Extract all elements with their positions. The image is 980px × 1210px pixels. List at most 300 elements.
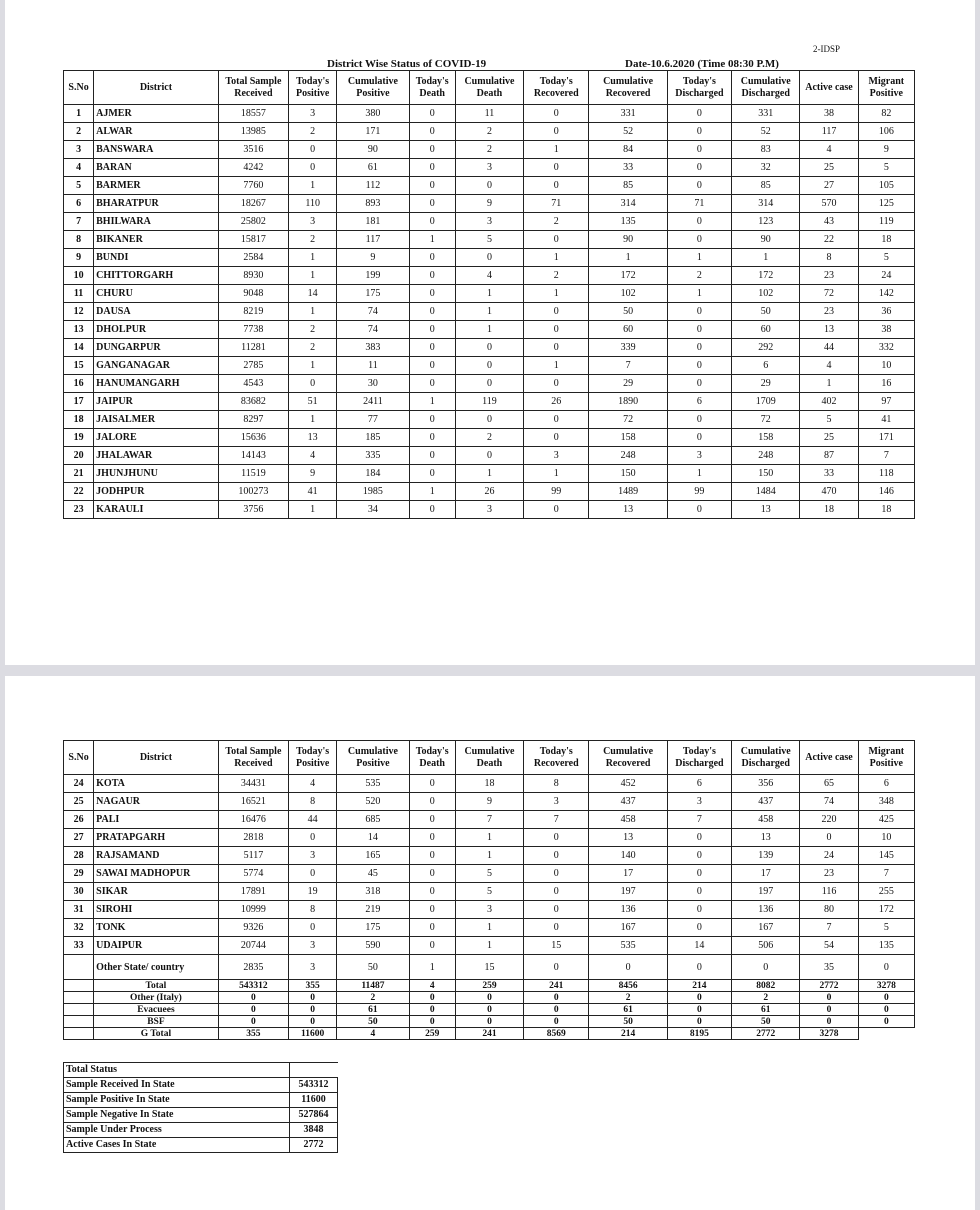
value-cell: 1709 xyxy=(732,393,800,411)
table-row xyxy=(64,429,915,447)
value-cell: 23 xyxy=(800,267,858,285)
value-cell: 355 xyxy=(289,980,337,992)
serial-number-cell: 15 xyxy=(64,357,94,375)
value-cell: 0 xyxy=(409,811,455,829)
value-cell: 0 xyxy=(858,1004,914,1016)
total-label-cell: Other (Italy) xyxy=(94,992,219,1004)
district-name-cell: KARAULI xyxy=(94,501,219,519)
serial-number-cell: 4 xyxy=(64,159,94,177)
district-name-cell: KOTA xyxy=(94,775,219,793)
value-cell: 50 xyxy=(337,955,409,980)
value-cell: 51 xyxy=(289,393,337,411)
table-row xyxy=(64,775,915,793)
value-cell: 0 xyxy=(289,992,337,1004)
value-cell: 0 xyxy=(667,919,731,937)
value-cell: 3 xyxy=(289,847,337,865)
value-cell: 2 xyxy=(455,123,523,141)
table-row xyxy=(64,465,915,483)
value-cell: 458 xyxy=(732,811,800,829)
table-row xyxy=(64,375,915,393)
value-cell: 10999 xyxy=(218,901,288,919)
value-cell: 9 xyxy=(337,249,409,267)
value-cell: 61 xyxy=(732,1004,800,1016)
value-cell: 0 xyxy=(455,375,523,393)
value-cell: 893 xyxy=(337,195,409,213)
value-cell: 17 xyxy=(589,865,667,883)
total-row xyxy=(64,1004,915,1016)
serial-number-cell: 31 xyxy=(64,901,94,919)
value-cell: 146 xyxy=(858,483,914,501)
value-cell: 8569 xyxy=(524,1028,589,1040)
value-cell: 1 xyxy=(455,321,523,339)
value-cell: 100273 xyxy=(218,483,288,501)
value-cell: 90 xyxy=(732,231,800,249)
district-name-cell: PALI xyxy=(94,811,219,829)
status-label: Active Cases In State xyxy=(64,1138,290,1153)
value-cell: 2772 xyxy=(800,980,858,992)
value-cell: 0 xyxy=(409,883,455,901)
column-header: Total Sample Received xyxy=(218,741,288,775)
value-cell: 0 xyxy=(667,357,731,375)
value-cell: 7 xyxy=(667,811,731,829)
value-cell: 13 xyxy=(800,321,858,339)
table-body xyxy=(64,775,915,1040)
value-cell: 6 xyxy=(667,393,731,411)
column-header: Cumulative Positive xyxy=(337,71,409,105)
value-cell: 5 xyxy=(455,883,523,901)
blank-cell xyxy=(64,1004,94,1016)
value-cell: 0 xyxy=(455,1016,523,1028)
value-cell: 52 xyxy=(732,123,800,141)
value-cell: 1489 xyxy=(589,483,667,501)
value-cell: 3 xyxy=(289,937,337,955)
serial-number-cell: 17 xyxy=(64,393,94,411)
district-name-cell: BUNDI xyxy=(94,249,219,267)
value-cell: 425 xyxy=(858,811,914,829)
value-cell: 3 xyxy=(455,213,523,231)
value-cell: 18 xyxy=(858,231,914,249)
value-cell: 13 xyxy=(732,501,800,519)
value-cell: 2835 xyxy=(218,955,288,980)
value-cell: 82 xyxy=(858,105,914,123)
value-cell: 380 xyxy=(337,105,409,123)
value-cell: 61 xyxy=(589,1004,667,1016)
report-page-1 xyxy=(5,0,975,665)
total-label-cell: G Total xyxy=(94,1028,219,1040)
value-cell: 11 xyxy=(455,105,523,123)
value-cell: 17891 xyxy=(218,883,288,901)
value-cell: 0 xyxy=(667,213,731,231)
value-cell: 3 xyxy=(289,213,337,231)
value-cell: 181 xyxy=(337,213,409,231)
value-cell: 0 xyxy=(455,992,523,1004)
value-cell: 259 xyxy=(455,980,523,992)
serial-number-cell: 30 xyxy=(64,883,94,901)
value-cell: 0 xyxy=(409,321,455,339)
value-cell: 3 xyxy=(289,105,337,123)
table-row xyxy=(64,177,915,195)
value-cell: 11600 xyxy=(289,1028,337,1040)
status-value: 3848 xyxy=(290,1123,338,1138)
value-cell: 184 xyxy=(337,465,409,483)
table-header-row xyxy=(64,71,915,105)
value-cell: 0 xyxy=(524,865,589,883)
value-cell: 339 xyxy=(589,339,667,357)
column-header: Migrant Positive xyxy=(858,741,914,775)
value-cell: 119 xyxy=(455,393,523,411)
value-cell: 0 xyxy=(289,919,337,937)
value-cell: 0 xyxy=(524,847,589,865)
value-cell: 0 xyxy=(667,829,731,847)
value-cell: 9 xyxy=(455,195,523,213)
value-cell: 1 xyxy=(409,483,455,501)
value-cell: 1 xyxy=(732,249,800,267)
value-cell: 4 xyxy=(800,141,858,159)
value-cell: 3756 xyxy=(218,501,288,519)
value-cell: 7 xyxy=(524,811,589,829)
value-cell: 2 xyxy=(667,267,731,285)
column-header: District xyxy=(94,71,219,105)
table-row xyxy=(64,883,915,901)
value-cell: 2818 xyxy=(218,829,288,847)
value-cell: 2772 xyxy=(732,1028,800,1040)
value-cell: 135 xyxy=(589,213,667,231)
value-cell: 0 xyxy=(524,501,589,519)
column-header: Cumulative Death xyxy=(455,71,523,105)
column-header: Today's Positive xyxy=(289,741,337,775)
district-name-cell: JHUNJHUNU xyxy=(94,465,219,483)
value-cell: 506 xyxy=(732,937,800,955)
blank-cell xyxy=(64,1016,94,1028)
district-name-cell: SIROHI xyxy=(94,901,219,919)
district-name-cell: SIKAR xyxy=(94,883,219,901)
value-cell: 10 xyxy=(858,829,914,847)
value-cell: 8 xyxy=(289,901,337,919)
value-cell: 570 xyxy=(800,195,858,213)
column-header: Active case xyxy=(800,71,858,105)
value-cell: 116 xyxy=(800,883,858,901)
value-cell: 112 xyxy=(337,177,409,195)
serial-number-cell: 26 xyxy=(64,811,94,829)
value-cell: 1 xyxy=(409,231,455,249)
value-cell: 90 xyxy=(589,231,667,249)
value-cell: 50 xyxy=(589,1016,667,1028)
value-cell: 61 xyxy=(337,1004,409,1016)
value-cell: 3516 xyxy=(218,141,288,159)
total-label-cell: Total xyxy=(94,980,219,992)
value-cell: 0 xyxy=(667,321,731,339)
value-cell: 18 xyxy=(800,501,858,519)
value-cell: 54 xyxy=(800,937,858,955)
value-cell: 214 xyxy=(589,1028,667,1040)
serial-number-cell: 20 xyxy=(64,447,94,465)
value-cell: 520 xyxy=(337,793,409,811)
value-cell: 117 xyxy=(800,123,858,141)
table-row xyxy=(64,393,915,411)
table-body xyxy=(64,105,915,519)
value-cell: 3 xyxy=(289,955,337,980)
value-cell: 0 xyxy=(667,992,731,1004)
value-cell: 331 xyxy=(732,105,800,123)
value-cell: 50 xyxy=(732,1016,800,1028)
value-cell: 1 xyxy=(455,465,523,483)
district-name-cell: DHOLPUR xyxy=(94,321,219,339)
district-name-cell: NAGAUR xyxy=(94,793,219,811)
value-cell: 1 xyxy=(524,357,589,375)
value-cell: 248 xyxy=(589,447,667,465)
value-cell: 3278 xyxy=(800,1028,858,1040)
value-cell: 0 xyxy=(524,992,589,1004)
value-cell: 14 xyxy=(337,829,409,847)
status-value: 2772 xyxy=(290,1138,338,1153)
value-cell: 1 xyxy=(409,955,455,980)
serial-number-cell: 7 xyxy=(64,213,94,231)
value-cell: 7 xyxy=(589,357,667,375)
value-cell: 535 xyxy=(337,775,409,793)
district-name-cell: Other State/ country xyxy=(94,955,219,980)
value-cell: 25802 xyxy=(218,213,288,231)
value-cell: 2 xyxy=(524,213,589,231)
value-cell: 0 xyxy=(409,249,455,267)
value-cell: 74 xyxy=(337,321,409,339)
district-name-cell: DUNGARPUR xyxy=(94,339,219,357)
value-cell: 355 xyxy=(218,1028,288,1040)
district-name-cell: JHALAWAR xyxy=(94,447,219,465)
value-cell: 38 xyxy=(858,321,914,339)
value-cell: 535 xyxy=(589,937,667,955)
value-cell: 0 xyxy=(409,775,455,793)
column-header: Migrant Positive xyxy=(858,71,914,105)
value-cell: 5117 xyxy=(218,847,288,865)
value-cell: 15636 xyxy=(218,429,288,447)
value-cell: 41 xyxy=(858,411,914,429)
value-cell: 165 xyxy=(337,847,409,865)
value-cell: 402 xyxy=(800,393,858,411)
report-code: 2-IDSP xyxy=(813,44,841,54)
value-cell: 83682 xyxy=(218,393,288,411)
value-cell: 2 xyxy=(289,231,337,249)
value-cell: 175 xyxy=(337,919,409,937)
total-label-cell: Evacuees xyxy=(94,1004,219,1016)
value-cell: 2 xyxy=(289,339,337,357)
blank-cell xyxy=(64,992,94,1004)
value-cell: 123 xyxy=(732,213,800,231)
value-cell: 175 xyxy=(337,285,409,303)
value-cell: 0 xyxy=(409,303,455,321)
value-cell: 30 xyxy=(337,375,409,393)
value-cell: 72 xyxy=(589,411,667,429)
value-cell: 43 xyxy=(800,213,858,231)
value-cell: 0 xyxy=(589,955,667,980)
value-cell: 9 xyxy=(858,141,914,159)
value-cell: 7 xyxy=(800,919,858,937)
value-cell: 0 xyxy=(409,285,455,303)
column-header: Today's Recovered xyxy=(524,71,589,105)
value-cell: 102 xyxy=(732,285,800,303)
value-cell: 0 xyxy=(524,303,589,321)
total-label-cell: BSF xyxy=(94,1016,219,1028)
value-cell: 118 xyxy=(858,465,914,483)
total-row xyxy=(64,1028,915,1040)
value-cell: 36 xyxy=(858,303,914,321)
value-cell: 0 xyxy=(524,321,589,339)
value-cell: 61 xyxy=(337,159,409,177)
value-cell: 60 xyxy=(589,321,667,339)
total-status-title: Total Status xyxy=(64,1063,290,1078)
value-cell: 60 xyxy=(732,321,800,339)
value-cell: 0 xyxy=(667,375,731,393)
serial-number-cell: 12 xyxy=(64,303,94,321)
value-cell: 5 xyxy=(455,231,523,249)
value-cell: 0 xyxy=(667,141,731,159)
value-cell: 74 xyxy=(800,793,858,811)
district-name-cell: PRATAPGARH xyxy=(94,829,219,847)
value-cell: 0 xyxy=(667,1016,731,1028)
value-cell: 9326 xyxy=(218,919,288,937)
value-cell: 0 xyxy=(524,339,589,357)
value-cell: 52 xyxy=(589,123,667,141)
value-cell: 0 xyxy=(667,865,731,883)
value-cell: 16521 xyxy=(218,793,288,811)
value-cell: 0 xyxy=(667,159,731,177)
value-cell: 0 xyxy=(409,937,455,955)
value-cell: 110 xyxy=(289,195,337,213)
table-row xyxy=(64,123,915,141)
value-cell: 0 xyxy=(524,1016,589,1028)
value-cell: 6 xyxy=(667,775,731,793)
table-row xyxy=(64,501,915,519)
value-cell: 0 xyxy=(667,123,731,141)
value-cell: 16 xyxy=(858,375,914,393)
value-cell: 0 xyxy=(289,141,337,159)
value-cell: 19 xyxy=(289,883,337,901)
value-cell: 0 xyxy=(858,955,914,980)
value-cell: 3 xyxy=(524,793,589,811)
status-value: 527864 xyxy=(290,1108,338,1123)
value-cell: 0 xyxy=(409,992,455,1004)
value-cell: 0 xyxy=(409,501,455,519)
district-name-cell: JODHPUR xyxy=(94,483,219,501)
value-cell: 0 xyxy=(409,829,455,847)
value-cell: 14 xyxy=(667,937,731,955)
total-row xyxy=(64,1016,915,1028)
value-cell: 1 xyxy=(667,285,731,303)
serial-number-cell: 24 xyxy=(64,775,94,793)
serial-number-cell: 33 xyxy=(64,937,94,955)
value-cell: 1 xyxy=(289,501,337,519)
value-cell: 7 xyxy=(455,811,523,829)
value-cell: 0 xyxy=(409,1016,455,1028)
value-cell: 0 xyxy=(409,447,455,465)
district-name-cell: BHARATPUR xyxy=(94,195,219,213)
district-name-cell: JAIPUR xyxy=(94,393,219,411)
table-row xyxy=(64,811,915,829)
value-cell: 2 xyxy=(732,992,800,1004)
serial-number-cell: 10 xyxy=(64,267,94,285)
value-cell: 0 xyxy=(524,955,589,980)
value-cell: 0 xyxy=(409,429,455,447)
value-cell: 9 xyxy=(289,465,337,483)
value-cell: 0 xyxy=(667,411,731,429)
value-cell: 20744 xyxy=(218,937,288,955)
value-cell: 85 xyxy=(732,177,800,195)
value-cell: 13 xyxy=(589,501,667,519)
value-cell: 34 xyxy=(337,501,409,519)
table-row xyxy=(64,483,915,501)
serial-number-cell: 23 xyxy=(64,501,94,519)
value-cell: 14 xyxy=(289,285,337,303)
value-cell: 167 xyxy=(732,919,800,937)
value-cell: 44 xyxy=(289,811,337,829)
value-cell: 0 xyxy=(667,303,731,321)
district-name-cell: CHITTORGARH xyxy=(94,267,219,285)
status-value: 543312 xyxy=(290,1078,338,1093)
value-cell: 2 xyxy=(589,992,667,1004)
value-cell: 6 xyxy=(732,357,800,375)
value-cell: 0 xyxy=(455,1004,523,1016)
value-cell: 0 xyxy=(524,901,589,919)
value-cell: 50 xyxy=(732,303,800,321)
value-cell: 13 xyxy=(732,829,800,847)
column-header: Cumulative Death xyxy=(455,741,523,775)
value-cell: 220 xyxy=(800,811,858,829)
value-cell: 136 xyxy=(732,901,800,919)
value-cell: 458 xyxy=(589,811,667,829)
status-row xyxy=(64,1138,338,1153)
value-cell: 18 xyxy=(455,775,523,793)
value-cell: 6 xyxy=(858,775,914,793)
value-cell: 331 xyxy=(589,105,667,123)
value-cell: 158 xyxy=(732,429,800,447)
serial-number-cell: 1 xyxy=(64,105,94,123)
value-cell: 0 xyxy=(667,847,731,865)
value-cell: 4543 xyxy=(218,375,288,393)
value-cell: 4 xyxy=(800,357,858,375)
table-row xyxy=(64,213,915,231)
value-cell: 142 xyxy=(858,285,914,303)
column-header: Today's Discharged xyxy=(667,71,731,105)
table-row xyxy=(64,357,915,375)
column-header: Cumulative Discharged xyxy=(732,741,800,775)
value-cell: 8456 xyxy=(589,980,667,992)
value-cell: 4 xyxy=(409,980,455,992)
value-cell: 0 xyxy=(667,901,731,919)
table-row xyxy=(64,195,915,213)
value-cell: 8195 xyxy=(667,1028,731,1040)
value-cell: 171 xyxy=(858,429,914,447)
value-cell: 0 xyxy=(409,339,455,357)
value-cell: 0 xyxy=(289,829,337,847)
value-cell: 77 xyxy=(337,411,409,429)
value-cell: 199 xyxy=(337,267,409,285)
value-cell: 150 xyxy=(589,465,667,483)
value-cell: 90 xyxy=(337,141,409,159)
value-cell: 0 xyxy=(524,919,589,937)
value-cell: 1 xyxy=(455,937,523,955)
blank-cell xyxy=(64,1028,94,1040)
value-cell: 45 xyxy=(337,865,409,883)
report-date: Date-10.6.2020 (Time 08:30 P.M) xyxy=(625,58,779,70)
value-cell: 102 xyxy=(589,285,667,303)
serial-number-cell: 11 xyxy=(64,285,94,303)
value-cell: 15817 xyxy=(218,231,288,249)
value-cell: 0 xyxy=(524,883,589,901)
value-cell: 1 xyxy=(589,249,667,267)
value-cell: 0 xyxy=(667,1004,731,1016)
value-cell: 437 xyxy=(589,793,667,811)
value-cell: 158 xyxy=(589,429,667,447)
value-cell: 0 xyxy=(409,141,455,159)
